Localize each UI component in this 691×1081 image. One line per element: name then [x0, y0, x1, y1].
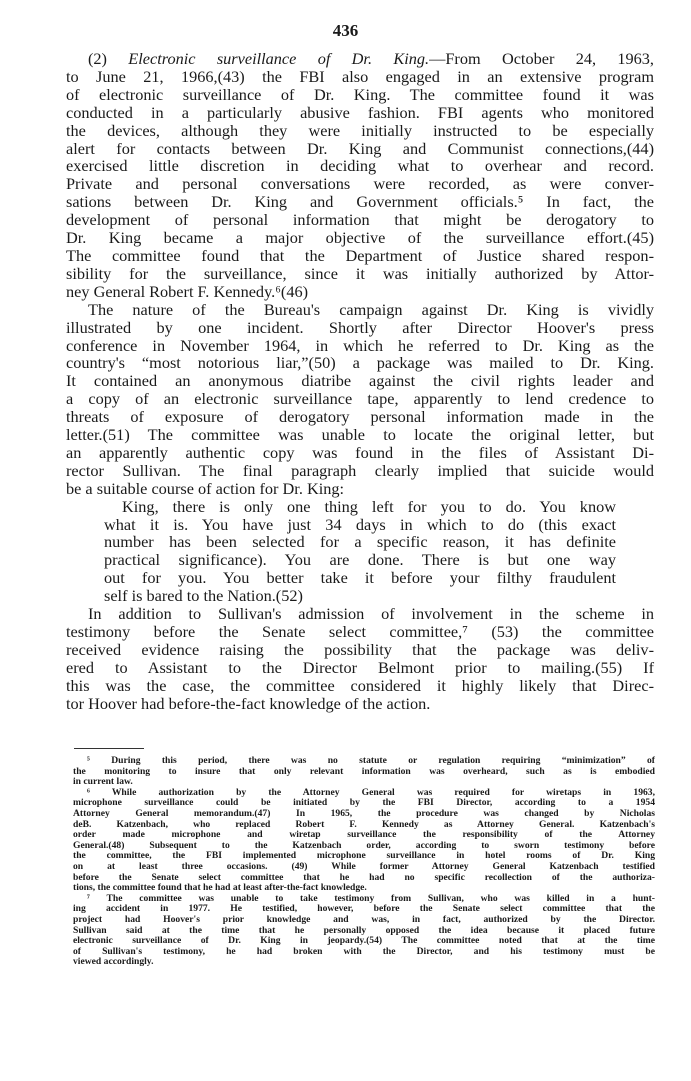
footnote-line: ⁷ The committee was unable to take testimony from Sullivan, who was killed in a hunt- — [87, 892, 655, 904]
paragraph-electronic-surveillance — [66, 68, 654, 301]
quote-line: King, there is only one thing left for you to do. You know — [122, 496, 616, 516]
text-line: rector Sullivan. The final paragraph clearly implied that suicide would — [66, 460, 654, 480]
footnote-line: the committee, the FBI implemented microphone surveillance in hotel rooms of Dr. King — [73, 850, 655, 862]
paragraph-bureau-campaign — [66, 301, 654, 498]
text-line: be a suitable course of action for Dr. King: — [66, 478, 345, 498]
footnote-line: order made microphone and wiretap surveillance the responsibility of the Attorney — [73, 829, 655, 841]
page-number: 436 — [332, 21, 359, 40]
quote-line: what it is. You have just 34 days in which to do (this exact — [104, 514, 616, 534]
footnote-line: in current law. — [73, 776, 133, 788]
text-line: sibility for the surveillance, since it was initially authorized by Attor- — [66, 263, 654, 283]
footnote-line: ⁶ While authorization by the Attorney General was required for wiretaps in 1963, — [87, 786, 655, 798]
footnote-line: deB. Katzenbach, who replaced Robert F. Kennedy as Attorney General. Katzenbach's — [73, 818, 655, 830]
heading-line — [66, 50, 654, 68]
footnote-line: before the Senate select committee that he had no specific recollection of the authoriza- — [73, 871, 655, 883]
footnote-line: ⁵ During this period, there was no statute or regulation requiring “minimization” of — [87, 755, 655, 766]
footnote-line: tions, the committee found that he had at least after-the-fact knowledge. — [73, 882, 367, 894]
footnote-line: the monitoring to insure that only relevant information was overheard, such as is embodied — [73, 765, 655, 777]
footnote-line: electronic surveillance of Dr. King in jeopardy.(54) The committee noted that at the time — [73, 935, 655, 947]
text-line: to June 21, 1966,(43) the FBI also engaged in an extensive program — [66, 66, 654, 86]
quote-line: practical significance). You are done. There is but one way — [104, 550, 616, 570]
text-line: threats of exposure of derogatory personal information made in the — [66, 407, 654, 427]
text-line: received evidence raising the possibility that the package was deliv- — [66, 639, 654, 659]
text-line: The committee found that the Department of Justice shared respon- — [66, 245, 654, 265]
footnote-line: Attorney General memorandum.(47) In 1965, the procedure was changed by Nicholas — [73, 807, 655, 819]
main-text — [66, 50, 654, 713]
text-line: illustrated by one incident. Shortly after Director Hoover's press — [66, 317, 654, 337]
footnote-separator — [74, 748, 144, 749]
footnote-line: General.(48) Subsequent to the Katzenbach order, according to sworn testimony before — [73, 839, 655, 851]
text-line: sations between Dr. King and Government officials.⁵ In fact, the — [66, 192, 654, 212]
text-line: Private and personal conversations were recorded, as were conver- — [66, 174, 654, 194]
heading-rest: —From October 24, 1963, — [429, 49, 654, 68]
footnote-7 — [73, 894, 655, 968]
paragraph-sullivan-admission — [66, 605, 654, 712]
footnote-5 — [73, 756, 655, 788]
text-line: ney General Robert F. Kennedy.⁶(46) — [66, 281, 309, 301]
footnote-line: ing accident in 1977. He testified, however, before the Senate select committee that the — [73, 903, 655, 915]
text-line: In addition to Sullivan's admission of involvement in the scheme in — [88, 604, 654, 624]
quote-line: self is bared to the Nation.(52) — [104, 586, 303, 606]
text-line: the devices, although they were initially instructed to be especially — [66, 120, 654, 140]
text-line: conducted in a particularly abusive fashion. FBI agents who monitored — [66, 102, 654, 122]
footnote-line: microphone surveillance could be initiated by the FBI Director, according to a 1954 — [73, 797, 655, 809]
quote-line: out for you. You better take it before your filthy fraudulent — [104, 568, 616, 588]
footnote-line: project had Hoover's prior knowledge and was, in fact, authorized by the Director. — [73, 913, 655, 925]
footnote-line: of Sullivan's testimony, he had broken with the Director, and his testimony must be — [73, 945, 655, 957]
text-line: letter.(51) The committee was unable to locate the original letter, but — [66, 425, 654, 445]
text-line: ered to Assistant to the Director Belmont prior to mailing.(55) If — [66, 657, 654, 677]
text-line: a copy of an electronic surveillance tape, apparently to lend credence to — [66, 389, 654, 409]
text-line: an apparently authentic copy was found in the files of Assistant Di- — [66, 442, 654, 462]
footnote-line: Sullivan said at the time that he personally opposed the idea because it placed future — [73, 924, 655, 936]
text-line: exercised little discretion in deciding what to overhear and record. — [66, 156, 654, 176]
footnote-6 — [73, 788, 655, 894]
text-line: of electronic surveillance of Dr. King. The committee found it was — [66, 84, 654, 104]
quote-line: number has been selected for a specific reason, it has definite — [104, 532, 616, 552]
text-line: country's “most notorious liar,”(50) a package was mailed to Dr. King. — [66, 353, 654, 373]
footnotes — [73, 756, 655, 968]
section-title: Electronic surveillance of Dr. King. — [128, 49, 430, 68]
text-line: Dr. King became a major objective of the surveillance effort.(45) — [66, 228, 654, 248]
text-line: The nature of the Bureau's campaign against Dr. King is vividly — [88, 299, 654, 319]
footnote-line: viewed accordingly. — [73, 956, 154, 968]
text-line: It contained an anonymous diatribe against the civil rights leader and — [66, 371, 654, 391]
text-line: development of personal information that might be derogatory to — [66, 210, 654, 230]
text-line: tor Hoover had before-the-fact knowledge of the action. — [66, 693, 431, 713]
text-line: testimony before the Senate select committee,⁷ (53) the committee — [66, 622, 654, 641]
footnote-line: on at least three occasions. (49) While former Attorney General Katzenbach testified — [73, 860, 655, 872]
text-line: alert for contacts between Dr. King and Communist connections,(44) — [66, 138, 654, 158]
block-quote-letter — [66, 498, 616, 605]
text-line: conference in November 1964, in which he referred to Dr. King as the — [66, 335, 654, 355]
text-line: this was the case, the committee considered it highly likely that Direc- — [66, 675, 654, 695]
section-number: (2) — [88, 49, 129, 68]
